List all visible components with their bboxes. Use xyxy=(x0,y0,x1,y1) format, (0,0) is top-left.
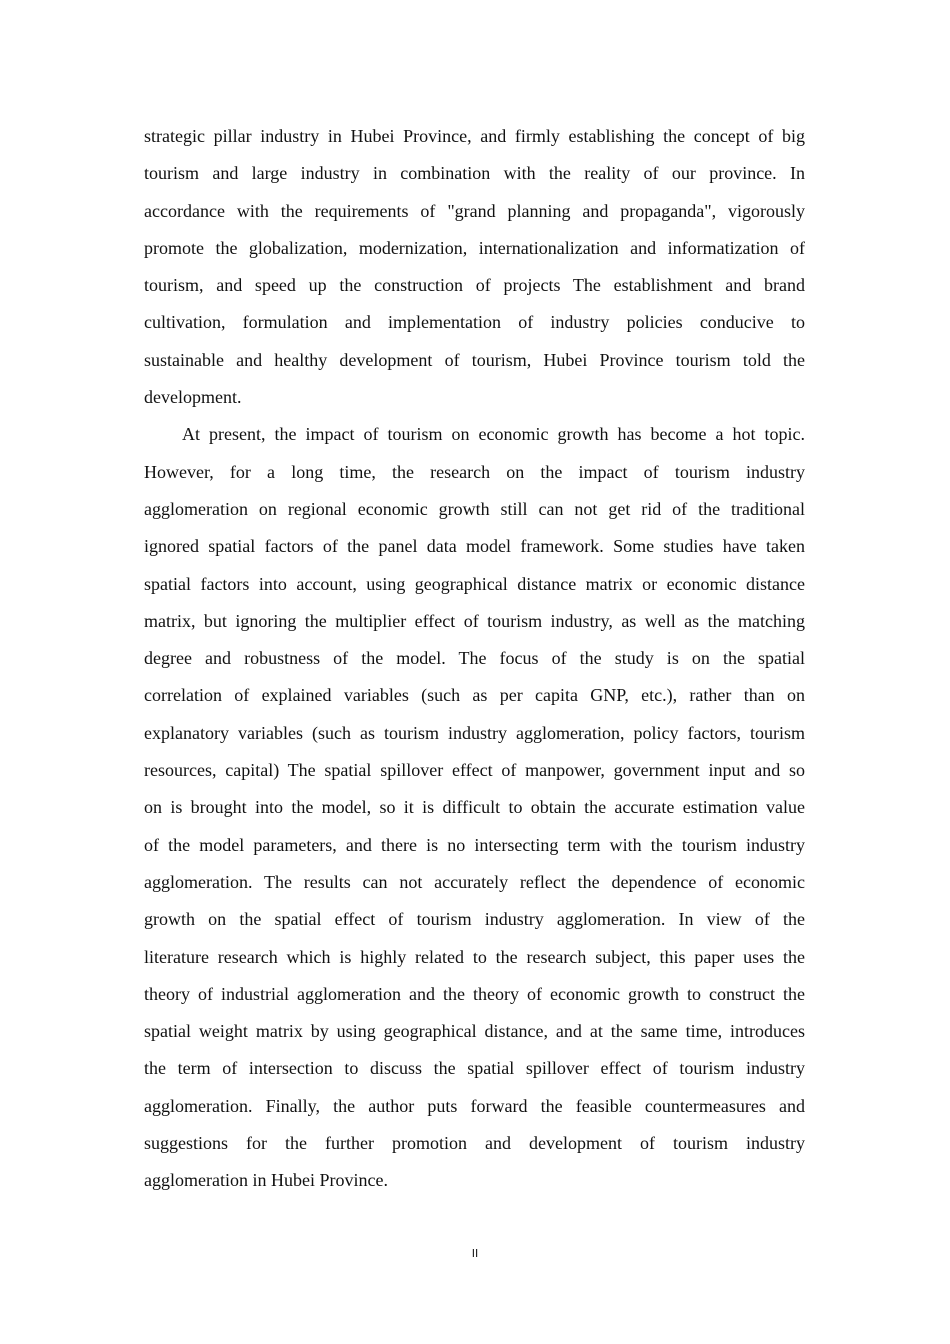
paragraph xyxy=(144,416,805,1199)
text-line: explanatory variables (such as tourism industry agglomeration, policy factors, tourism xyxy=(144,722,805,743)
text-line: spatial factors into account, using geographical distance matrix or economic distance xyxy=(144,573,805,594)
text-line: degree and robustness of the model. The focus of the study is on the spatial xyxy=(144,648,805,669)
text-line: theory of industrial agglomeration and the theory of economic growth to construct the xyxy=(144,983,805,1004)
text-line: agglomeration. The results can not accurately reflect the dependence of economic xyxy=(144,871,805,892)
text-line: literature research which is highly related to the research subject, this paper uses the xyxy=(144,946,805,967)
page-number: II xyxy=(471,1247,479,1260)
text-line: suggestions for the further promotion and development of tourism industry xyxy=(144,1133,805,1154)
body-text xyxy=(144,118,805,1200)
text-line: sustainable and healthy development of tourism, Hubei Province tourism told the xyxy=(144,349,805,370)
text-line: strategic pillar industry in Hubei Province, and firmly establishing the concept of big xyxy=(144,126,805,146)
text-line: agglomeration. Finally, the author puts forward the feasible countermeasures and xyxy=(144,1095,805,1116)
text-line: tourism and large industry in combination with the reality of our province. In xyxy=(144,163,805,184)
text-line: development. xyxy=(144,387,242,408)
text-line: At present, the impact of tourism on economic growth has become a hot topic. xyxy=(182,424,805,445)
text-line: correlation of explained variables (such as per capita GNP, etc.), rather than on xyxy=(144,685,805,706)
text-line: spatial weight matrix by using geographical distance, and at the same time, introduces xyxy=(144,1021,805,1042)
text-line: cultivation, formulation and implementation of industry policies conducive to xyxy=(144,312,805,333)
text-line: ignored spatial factors of the panel data model framework. Some studies have taken xyxy=(144,536,805,557)
text-line: promote the globalization, modernization, internationalization and informatization of xyxy=(144,237,805,258)
paragraph xyxy=(144,118,805,416)
text-line: agglomeration on regional economic growth still can not get rid of the traditional xyxy=(144,498,805,519)
text-line: resources, capital) The spatial spillover effect of manpower, government input and so xyxy=(144,760,805,781)
text-line: However, for a long time, the research on the impact of tourism industry xyxy=(144,461,805,482)
text-line: tourism, and speed up the construction of projects The establishment and brand xyxy=(144,275,805,296)
text-line: agglomeration in Hubei Province. xyxy=(144,1170,388,1191)
text-line: accordance with the requirements of "grand planning and propaganda", vigorously xyxy=(144,200,805,221)
text-line: on is brought into the model, so it is difficult to obtain the accurate estimation value xyxy=(144,797,805,818)
text-line: of the model parameters, and there is no intersecting term with the tourism industry xyxy=(144,834,805,855)
text-line: growth on the spatial effect of tourism industry agglomeration. In view of the xyxy=(144,909,805,930)
text-line: the term of intersection to discuss the spatial spillover effect of tourism industry xyxy=(144,1058,805,1079)
text-line: matrix, but ignoring the multiplier effect of tourism industry, as well as the matching xyxy=(144,610,805,631)
